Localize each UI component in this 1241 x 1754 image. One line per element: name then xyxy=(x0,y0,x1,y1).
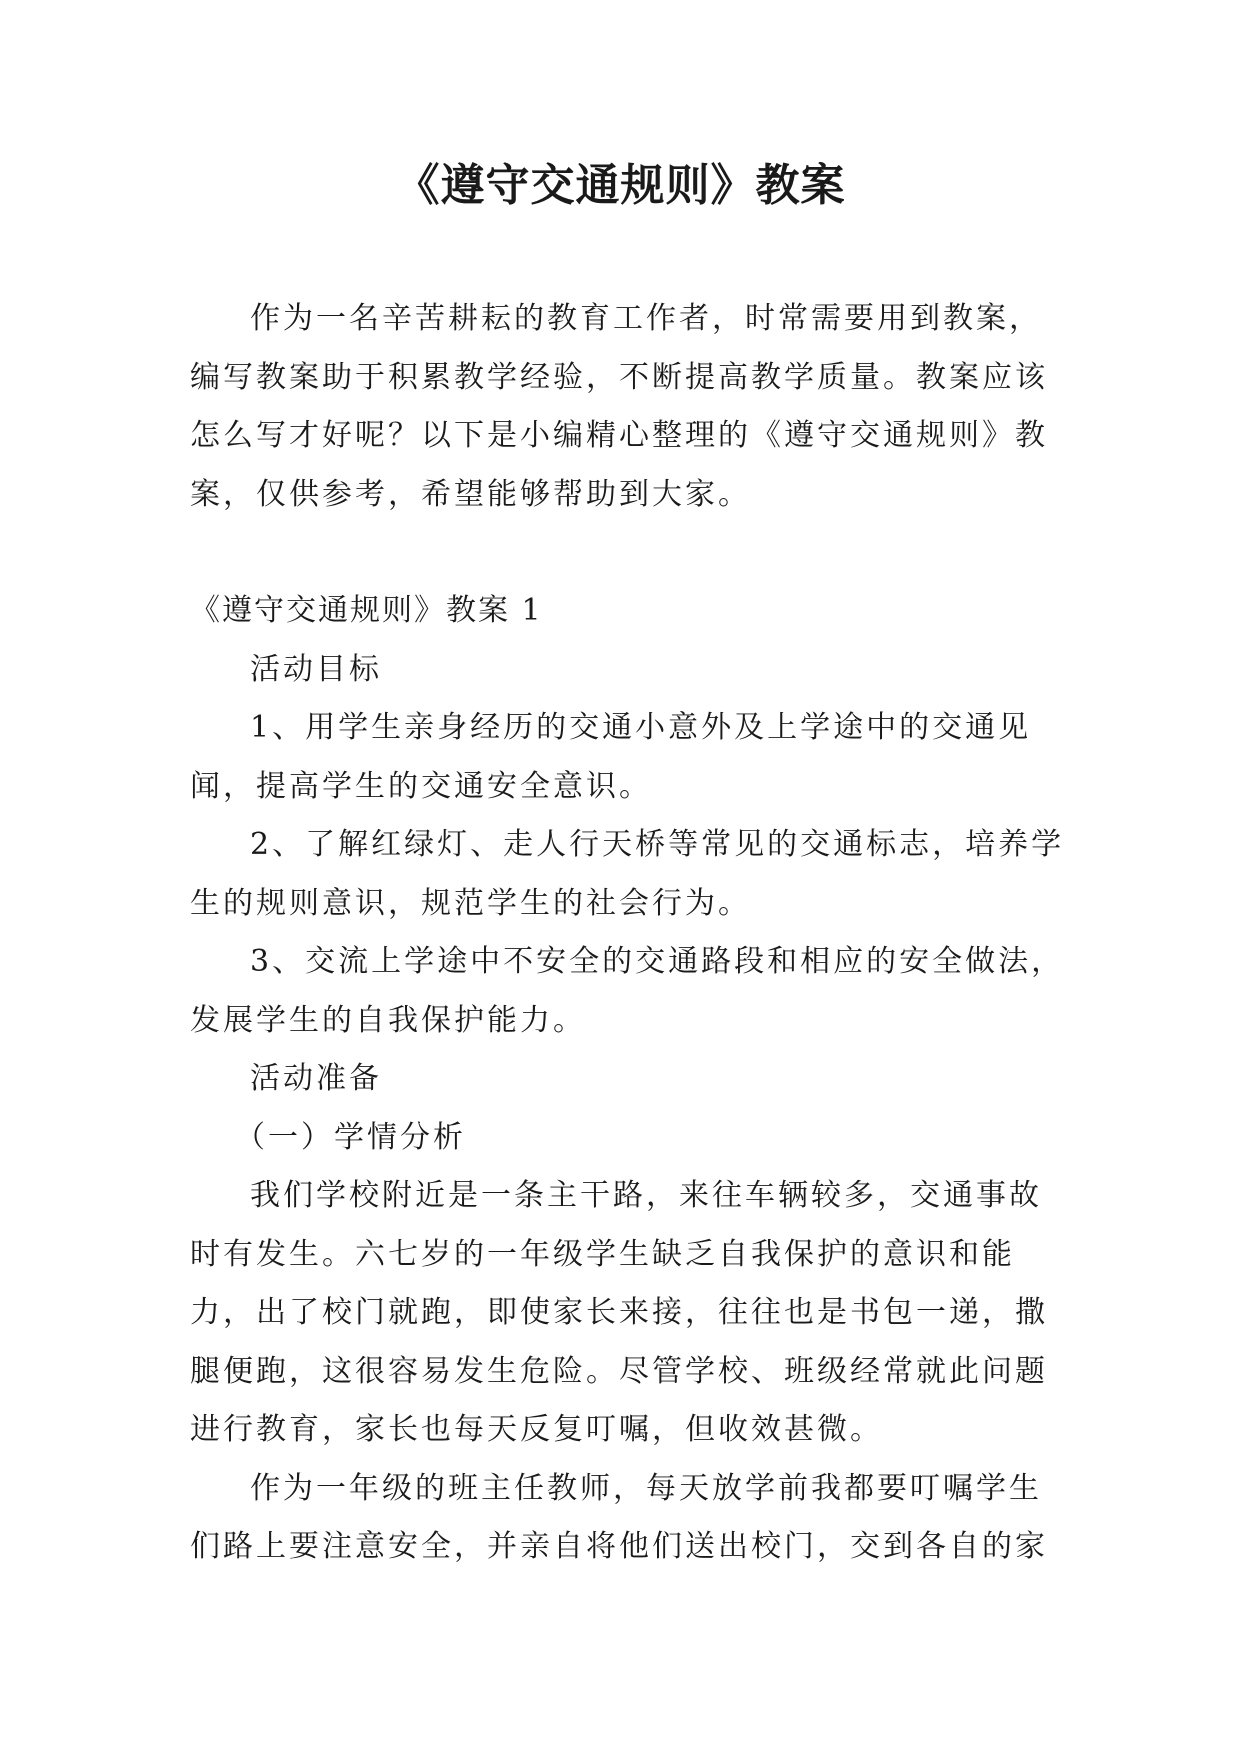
intro-paragraph: 作为一名辛苦耕耘的教育工作者，时常需要用到教案，编写教案助于积累教学经验，不断提高教学质量。教案应该怎么写才好呢？以下是小编精心整理的《遵守交通规则》教案，仅供参考，希望能够帮助到大家。 xyxy=(190,301,1048,512)
goal-item-3: 3、交流上学途中不安全的交通路段和相应的安全做法，发展学生的自我保护能力。 xyxy=(190,944,1065,1038)
goal-item-2: 2、了解红绿灯、走人行天桥等常见的交通标志，培养学生的规则意识，规范学生的社会行为。 xyxy=(190,827,1065,921)
goal-item-1: 1、用学生亲身经历的交通小意外及上学途中的交通见闻，提高学生的交通安全意识。 xyxy=(190,710,1032,804)
section-heading: 《遵守交通规则》教案 1 xyxy=(190,593,543,628)
document-body xyxy=(190,290,1070,1577)
goals-heading: 活动目标 xyxy=(250,651,382,687)
paragraph-spacer xyxy=(190,524,1070,582)
analysis-heading: （一）学情分析 xyxy=(235,1119,466,1155)
analysis-paragraph-2: 作为一年级的班主任教师，每天放学前我都要叮嘱学生们路上要注意安全，并亲自将他们送出校门，交到各自的家 xyxy=(190,1470,1048,1564)
document-title: 《遵守交通规则》教案 xyxy=(395,160,846,211)
prep-heading: 活动准备 xyxy=(250,1061,382,1096)
analysis-paragraph-1: 我们学校附近是一条主干路，来往车辆较多，交通事故时有发生。六七岁的一年级学生缺乏自我保护的意识和能力，出了校门就跑，即使家长来接，往往也是书包一递，撒腿便跑，这很容易发生危险。尽管学校、班级经常就此问题进行教育，家长也每天反复叮嘱，但收效甚微。 xyxy=(190,1178,1048,1447)
